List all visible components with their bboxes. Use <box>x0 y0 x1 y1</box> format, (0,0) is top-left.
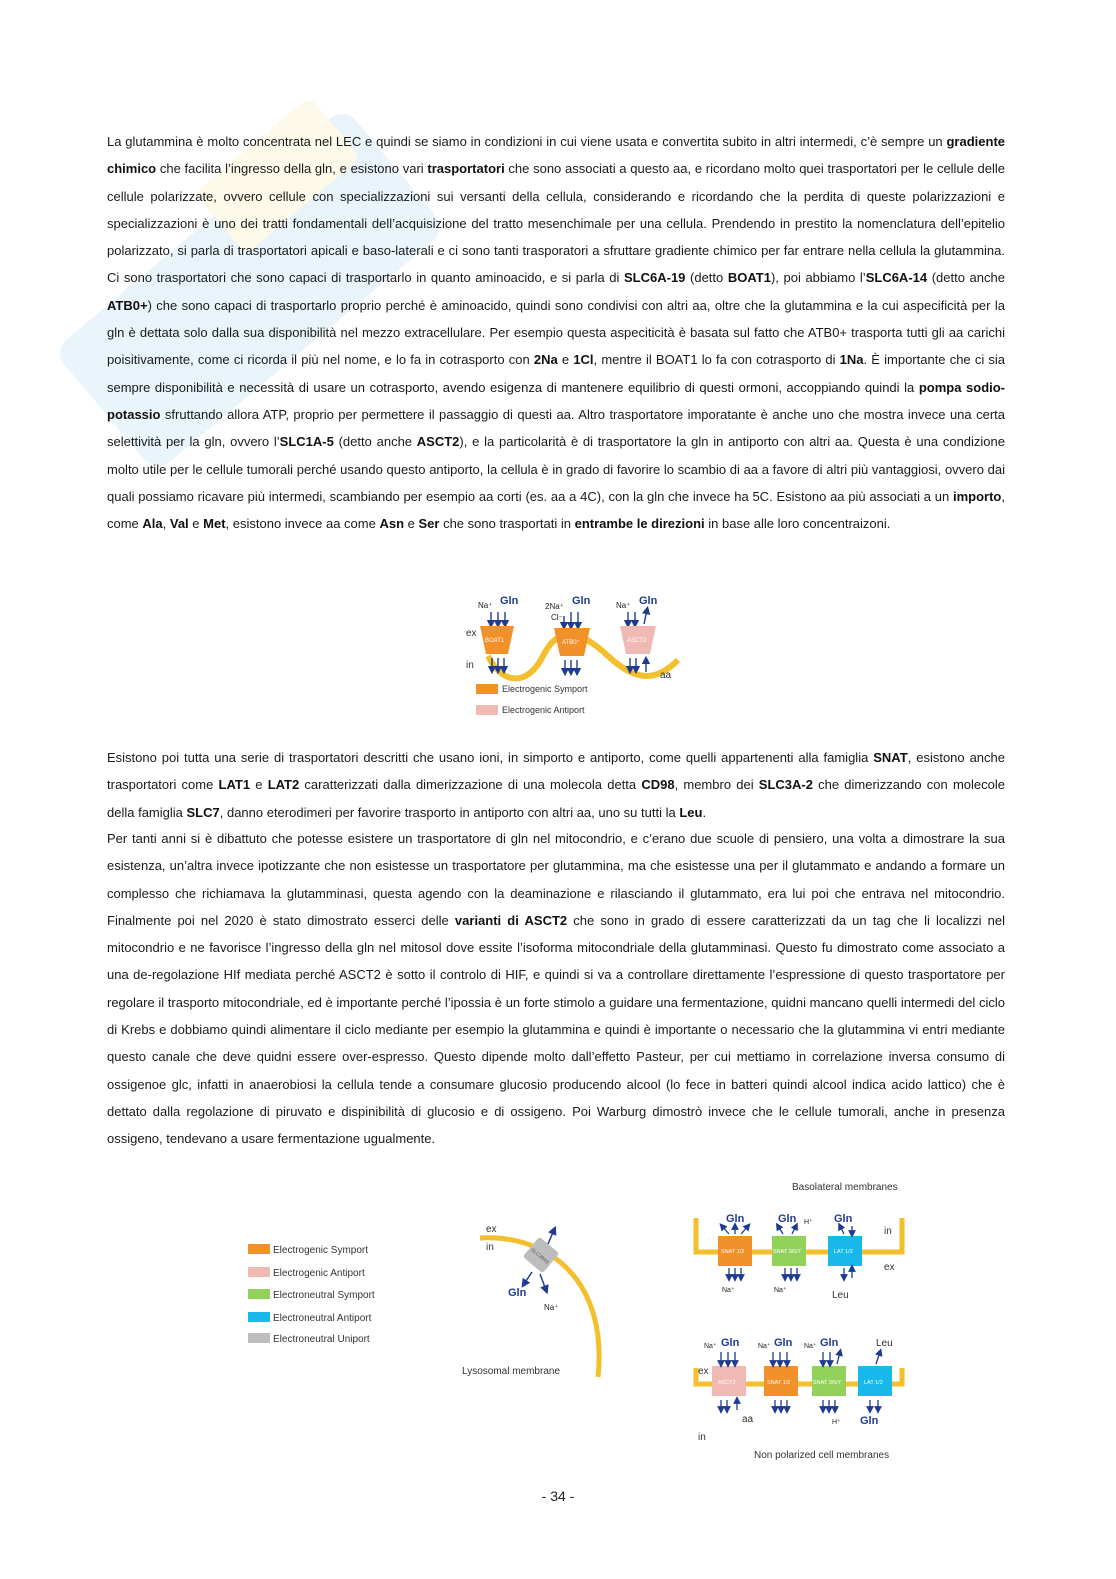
lyso-transporter-label: SLC38A9 <box>529 1247 550 1266</box>
np-gln-1: Gln <box>721 1337 740 1349</box>
fig1-boat1-label: BOAT1 <box>485 638 505 644</box>
fig1-legend-antiport-swatch <box>476 705 498 715</box>
paragraph-1 <box>107 128 1005 537</box>
fig1-aa-label: aa <box>660 670 672 681</box>
fig2-lysosome <box>462 1224 599 1377</box>
text-run: , esistono invece aa come <box>225 516 380 532</box>
text-run: Per tanti anni si è dibattuto che potesse esistere un trasportatore di gln nel mitocondrio, e c’erano due scuole di pensiero, una volta a dimostrare la sua esistenza, un’altra invece ipotizzante che non esistesse un trasportatore per glutammina, ma che esistesse una per il glutammato e andando a formare un complesso che richiamava la glutamminasi, questa agendo con la deaminazione e rilasciando il glutammato, era lui poi che entrava nel mitocondrio. Finalmente poi nel 2020 è stato dimostrato esserci delle <box>107 831 1005 928</box>
fig2-basolateral <box>696 1182 902 1301</box>
text-run: che sono in grado di essere caratterizzati da un tag che li localizzi nel mitocondrio e ne favorisce l’ingresso della gln nel mitosol dove essite l’isoforma mitocondriale della glutamminasi. Questo fu dimostrato come associato a una de-regolazione HIf mediata perché ASCT2 è sotto il controlo di HIF, e quindi si va a controllare direttamente l’espressione di questo trasportatore per regolare il trasporto mitocondriale, ed è importante perché l’ipossia è un forte stimolo a guidare una fermentazione, quidni mancano quelli intermedi del ciclo di Krebs e dobbiamo quindi alimentare il ciclo mediante per esempio la glutammina e quindi è importante o necessario che la glutammina vi entri mediante questo canale che deve quidni essere over-espresso. Questo dipende molto dall’effetto Pasteur, per cui mettiamo in correlazione inversa consumo di ossigenoe glc, infatti in anaerobiosi la cellula tende a consumare glucosio producendo alcool (lo fece in batteri quindi alcool indica acido lattico) che è dettato dalla regolazione di piruvato e dispinibilità di glucosio e di ossigeno. Poi Warburg dimostrò invece che le cellule tumorali, anche in presenza ossigeno, tendevano a usare fermentazione ugualmente. <box>107 912 1006 1147</box>
fig1-na-label-1: Na⁺ <box>478 601 493 610</box>
bold-term: Asn <box>379 516 405 532</box>
bold-term: 1Cl <box>573 352 594 368</box>
bold-term: 2Na <box>533 352 558 368</box>
text-run: La glutammina è molto concentrata nel LEC e quindi se siamo in condizioni in cui viene usata e convertita subito in altri intermedi, c’è sempre un <box>107 134 947 149</box>
bold-term: Met <box>203 516 226 532</box>
np-aa-label: aa <box>742 1414 754 1425</box>
text-run: . <box>702 804 707 820</box>
fig1-na-label-3: Na⁺ <box>616 601 631 610</box>
np-caption: Non polarized cell membranes <box>754 1450 890 1461</box>
fig1-gln-label-1: Gln <box>500 595 519 607</box>
bold-term: SLC3A-2 <box>758 777 813 793</box>
text-run: che facilita l’ingresso della gln, e esistono vari <box>156 161 428 177</box>
legend-swatch-electroneutral-symport <box>248 1289 270 1299</box>
bold-term: trasportatori <box>427 161 505 177</box>
legend-electrogenic-symport: Electrogenic Symport <box>273 1245 369 1256</box>
baso-na-2: Na⁺ <box>774 1287 787 1294</box>
fig1-legend-symport: Electrogenic Symport <box>502 684 588 694</box>
text-run: e <box>250 777 268 793</box>
bold-term: gradiente chimico <box>107 134 1005 177</box>
baso-leu-label: Leu <box>832 1290 849 1301</box>
np-na-3: Na⁺ <box>804 1343 817 1350</box>
legend-electroneutral-antiport: Electroneutral Antiport <box>273 1313 372 1324</box>
legend-swatch-electrogenic-antiport <box>248 1267 270 1277</box>
lyso-in-label: in <box>486 1242 494 1253</box>
figure-1-transporters <box>458 588 698 723</box>
legend-electroneutral-uniport: Electroneutral Uniport <box>273 1334 370 1345</box>
np-gln-bottom: Gln <box>860 1415 879 1427</box>
lyso-gln-label: Gln <box>508 1287 527 1299</box>
np-gln-2: Gln <box>774 1337 793 1349</box>
legend-electrogenic-antiport: Electrogenic Antiport <box>273 1268 365 1279</box>
text-run: che sono associati a questo aa, e ricordano molto quei trasportatori per le cellule delle cellule polarizzate, ovvero cellule con specializzazioni sui versanti della cellula, considerando e ricordando che la perdita di queste polarizzazioni e specializzazioni è uno dei tratti fondamentali dell’acquisizione del tratto mesenchimale per una cellula. Prendendo in prestito la nomenclatura dell’epitelio polarizzato, si parla di trasportatori apicali e baso-laterali e ci sono tanti trasporatori a sfruttare gradiente chimico per far entrare nella cellula la glutammina. Ci sono trasportatori che sono capaci di trasportarlo in quanto aminoacido, e si parla di <box>107 161 1005 286</box>
fig1-atb0-label: ATB0⁺ <box>562 640 580 646</box>
baso-gln-1: Gln <box>726 1213 745 1225</box>
text-run: , come <box>107 488 1005 532</box>
baso-gln-3: Gln <box>834 1213 853 1225</box>
baso-title: Basolateral membranes <box>792 1182 898 1193</box>
fig2-nonpolarized <box>696 1337 902 1461</box>
baso-in-label: in <box>884 1226 892 1237</box>
bold-term: varianti di ASCT2 <box>454 912 568 928</box>
bold-term: ATB0+ <box>107 297 148 313</box>
text-run: che dimerizzando con molecole della famiglia <box>107 777 1005 820</box>
baso-na-1: Na⁺ <box>722 1287 735 1294</box>
text-run: (detto <box>685 270 728 286</box>
bold-term: SLC6A-14 <box>865 270 928 286</box>
text-run: , <box>162 516 170 532</box>
bold-term: Val <box>169 516 189 532</box>
np-na-1: Na⁺ <box>704 1343 717 1350</box>
fig1-ex-label: ex <box>466 628 477 639</box>
bold-term: LAT1 <box>218 777 251 793</box>
np-na-2: Na⁺ <box>758 1343 771 1350</box>
fig1-gln-label-3: Gln <box>639 595 658 607</box>
text-run: , esistono anche trasportatori come <box>107 750 1005 793</box>
text-run: , membro dei <box>674 777 759 793</box>
lyso-caption: Lysosomal membrane <box>462 1366 561 1377</box>
bold-term: entrambe le direzioni <box>574 516 705 532</box>
text-run: . È importante che ci sia sempre disponibilità e necessità di usare un cotrasporto, avendo esigenza di mantenere equilibrio di questi ormoni, accoppiando quindi la <box>107 352 1006 395</box>
bold-term: BOAT1 <box>727 270 771 286</box>
np-snat357-label: SNAT 3/5/7 <box>813 1380 841 1386</box>
text-run: che sono trasportati in <box>439 516 575 532</box>
text-run: Esistono poi tutta una serie di trasportatori descritti che usano ioni, in simporto e antiporto, come quelli appartenenti alla famiglia <box>107 750 874 765</box>
bold-term: Ser <box>418 516 440 532</box>
np-lat12-label: LAT 1/2 <box>864 1380 883 1386</box>
bold-term: SLC1A-5 <box>279 434 334 450</box>
np-snat12-label: SNAT 1/2 <box>767 1380 791 1386</box>
baso-gln-2: Gln <box>778 1213 797 1225</box>
figure-2-transporters <box>240 1172 920 1472</box>
legend-swatch-electrogenic-symport <box>248 1244 270 1254</box>
bold-term: Ala <box>142 516 163 532</box>
text-run: e <box>188 516 204 532</box>
lyso-ex-label: ex <box>486 1224 497 1235</box>
bold-term: Leu <box>679 804 703 820</box>
bold-term: SNAT <box>873 750 908 765</box>
fig1-legend-antiport: Electrogenic Antiport <box>502 705 585 715</box>
bold-term: 1Na <box>839 352 864 368</box>
baso-h-label: H⁺ <box>804 1219 813 1226</box>
paragraph-2 <box>107 744 1005 826</box>
fig1-2na-label: 2Na⁺ <box>545 602 564 611</box>
fig1-in-label: in <box>466 660 474 671</box>
bold-term: LAT2 <box>267 777 300 793</box>
fig1-cl-label: Cl⁻ <box>551 613 563 622</box>
text-run: in base alle loro concentraizoni. <box>704 516 891 532</box>
fig2-legend <box>248 1244 375 1345</box>
fig1-gln-label-2: Gln <box>572 595 591 607</box>
np-h-label: H⁺ <box>832 1419 841 1426</box>
bold-term: importo <box>952 488 1002 504</box>
baso-ex-label: ex <box>884 1262 895 1273</box>
np-leu-top: Leu <box>876 1338 893 1349</box>
text-run: , danno eterodimeri per favorire trasporto in antiporto con altri aa, uno su tutti la <box>219 804 680 820</box>
text-run: ), e la particolarità è di trasportatore la gln in antiporto con altri aa. Questa è una condizione molto utile per le cellule tumorali perché usando questo antiporto, la cellula è in grado di favorire lo scambio di aa a favore di altri più vantaggiosi, ovvero dai quali possiamo ricavare più intermedi, scambiando per esempio aa corti (es. aa a 4C), con la gln che invece ha 5C. Esistono aa più associati a un <box>107 434 1005 504</box>
text-run: sfruttando allora ATP, proprio per permettere il passaggio di questi aa. Altro trasportatore imporatante è anche uno che mostra invece una certa selettività per la gln, ovvero l’ <box>107 406 1005 450</box>
fig1-asct2-label: ASCT2 <box>627 638 647 644</box>
bold-term: ASCT2 <box>416 434 460 450</box>
np-ex-label: ex <box>698 1366 709 1377</box>
legend-swatch-electroneutral-uniport <box>248 1333 270 1343</box>
bold-term: SLC7 <box>186 804 220 820</box>
bold-term: CD98 <box>641 777 675 793</box>
np-gln-3: Gln <box>820 1337 839 1349</box>
np-in-label: in <box>698 1432 706 1443</box>
text-run: ), poi abbiamo l’ <box>770 270 866 286</box>
text-run: e <box>404 516 419 532</box>
lyso-na-label: Na⁺ <box>544 1303 559 1312</box>
np-asct2-label: ASCT2 <box>718 1380 736 1386</box>
baso-snat357-label: SNAT 3/5/7 <box>773 1249 801 1255</box>
paragraph-3 <box>107 825 1005 1153</box>
text-run: caratterizzati dalla dimerizzazione di una molecola detta <box>299 777 642 793</box>
text-run: (detto anche <box>333 434 417 450</box>
legend-electroneutral-symport: Electroneutral Symport <box>273 1290 375 1301</box>
text-run: (detto anche <box>927 270 1005 286</box>
page-number: - 34 - <box>541 1488 575 1504</box>
baso-snat12-label: SNAT 1/2 <box>721 1249 745 1255</box>
bold-term: pompa sodio-potassio <box>107 379 1006 422</box>
text-run: e <box>557 352 574 368</box>
legend-swatch-electroneutral-antiport <box>248 1312 270 1322</box>
fig1-legend-symport-swatch <box>476 684 498 694</box>
text-run: ) che sono capaci di trasportarlo proprio perché è aminoacido, quindi sono condivisi con altri aa, oltre che la glutammina e la cui aspecificità per la gln è dettata solo dalla sua disponibilità nel mezzo extracellulare. Per esempio questa aspeciticità è basata sul fatto che ATB0+ trasporta tutti gli aa carichi poisitivamente, come ci ricorda il più nel nome, e lo fa in cotrasporto con <box>107 297 1005 368</box>
baso-lat12-label: LAT 1/2 <box>834 1249 853 1255</box>
bold-term: SLC6A-19 <box>624 270 686 286</box>
text-run: , mentre il BOAT1 lo fa con cotrasporto di <box>593 352 840 368</box>
